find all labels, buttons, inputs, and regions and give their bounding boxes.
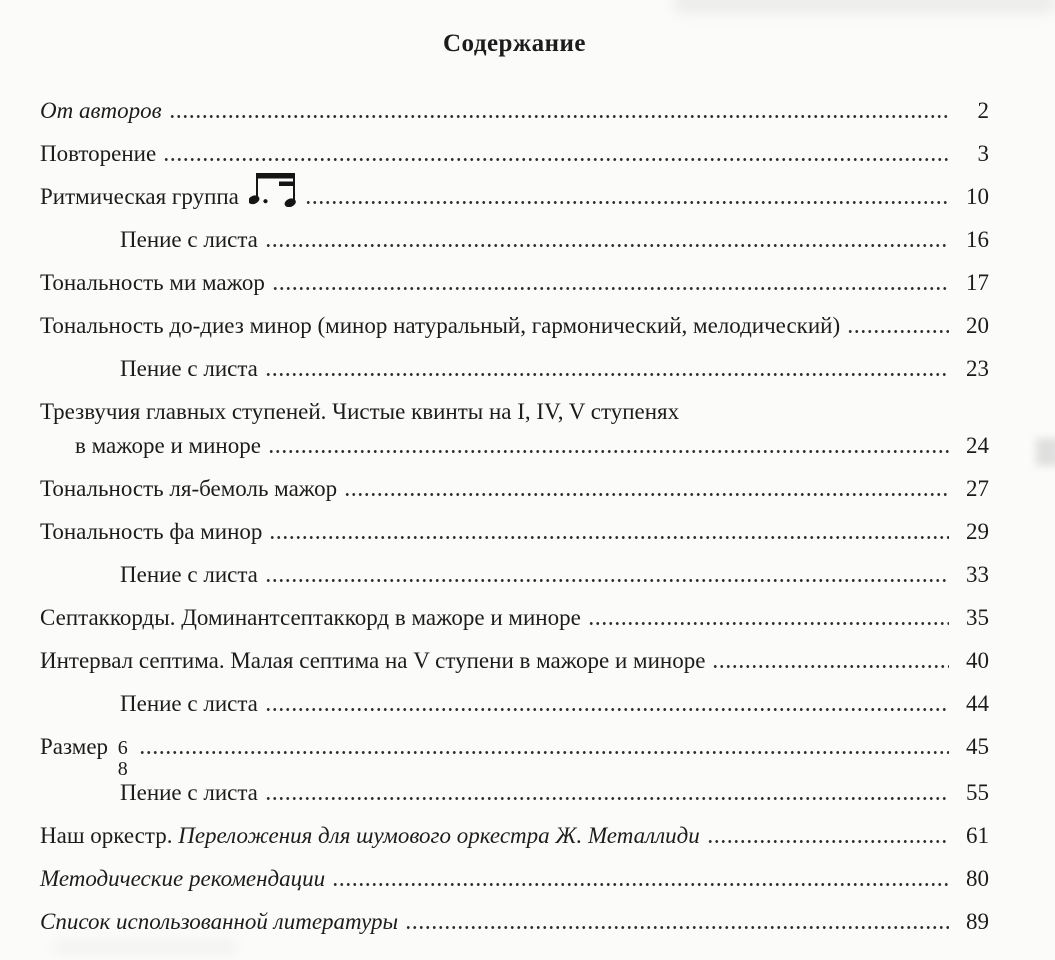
toc-entry bbox=[40, 399, 989, 424]
toc-entry bbox=[40, 823, 989, 848]
toc-entry-title: Пение с листа bbox=[120, 562, 258, 587]
leader-dots bbox=[268, 450, 949, 453]
leader-dots bbox=[588, 622, 949, 625]
toc-entry-title: Пение с листа bbox=[120, 691, 258, 716]
toc-entry-title: Наш оркестр. Переложения для шумового оркестра Ж. Металлиди bbox=[40, 823, 700, 848]
toc-entry-title: Септаккорды. Доминантсептаккорд в мажоре и миноре bbox=[40, 605, 581, 630]
leader-dots bbox=[139, 751, 949, 754]
toc-entry bbox=[40, 313, 989, 338]
page-number: 89 bbox=[966, 909, 989, 934]
leader-dots bbox=[344, 493, 949, 496]
toc-entry bbox=[40, 691, 989, 716]
toc-entry bbox=[40, 780, 989, 805]
toc-entry bbox=[40, 98, 989, 123]
toc-entry-title: Интервал септима. Малая септима на V ступени в мажоре и миноре bbox=[40, 648, 706, 673]
toc-entry-title: Тональность фа минор bbox=[40, 519, 263, 544]
leader-dots bbox=[163, 158, 949, 161]
leader-dots bbox=[272, 287, 949, 290]
toc-entry bbox=[40, 519, 989, 544]
leader-dots bbox=[265, 244, 949, 247]
toc-entry bbox=[40, 270, 989, 295]
toc-entry bbox=[40, 909, 989, 934]
toc-entry-title: Тональность ля-бемоль мажор bbox=[40, 476, 338, 501]
toc-entry bbox=[40, 141, 989, 166]
leader-dots bbox=[265, 373, 949, 376]
toc-entry-title: Размер 6 8 bbox=[40, 734, 128, 780]
leader-dots bbox=[405, 926, 949, 929]
page-number: 27 bbox=[966, 476, 989, 501]
toc-entry-title: От авторов bbox=[40, 98, 162, 123]
toc-entry-title: Методические рекомендации bbox=[40, 866, 326, 891]
leader-dots bbox=[265, 797, 949, 800]
toc-entry bbox=[40, 866, 989, 891]
leader-dots bbox=[265, 579, 949, 582]
toc-entry-title: Пение с листа bbox=[120, 780, 258, 805]
time-signature: 6 8 bbox=[117, 737, 128, 780]
toc-entry bbox=[40, 734, 989, 780]
scan-artifact bbox=[1036, 438, 1055, 466]
page-number: 20 bbox=[966, 313, 989, 338]
page-number: 23 bbox=[966, 356, 989, 381]
toc-entry bbox=[40, 184, 989, 209]
rhythm-group-note-icon bbox=[249, 173, 296, 207]
page-number: 16 bbox=[966, 227, 989, 252]
toc-entry bbox=[40, 562, 989, 587]
leader-dots bbox=[847, 330, 949, 333]
toc-entry-title: Тональность ми мажор bbox=[40, 270, 265, 295]
scan-artifact bbox=[675, 0, 1055, 12]
page-number: 10 bbox=[966, 184, 989, 209]
toc-entry-title: Повторение bbox=[40, 141, 157, 166]
scan-artifact bbox=[55, 940, 235, 954]
page-number: 61 bbox=[966, 823, 989, 848]
page-number: 40 bbox=[966, 648, 989, 673]
leader-dots bbox=[712, 665, 949, 668]
page-number: 24 bbox=[966, 433, 989, 458]
toc-entry-title: Пение с листа bbox=[120, 227, 258, 252]
leader-dots bbox=[265, 708, 949, 711]
toc-entry bbox=[40, 227, 989, 252]
page-number: 33 bbox=[966, 562, 989, 587]
toc-entry bbox=[40, 356, 989, 381]
toc-entry-title: Трезвучия главных ступеней. Чистые квинты на I, IV, V ступенях bbox=[40, 399, 680, 424]
page-number: 80 bbox=[966, 866, 989, 891]
leader-dots bbox=[305, 201, 949, 204]
page-number: 45 bbox=[966, 734, 989, 759]
toc-list bbox=[40, 98, 989, 934]
toc-entry bbox=[40, 433, 989, 458]
page-number: 17 bbox=[966, 270, 989, 295]
page-number: 29 bbox=[966, 519, 989, 544]
page-title: Содержание bbox=[442, 30, 586, 57]
toc-entry-title: Ритмическая группа bbox=[40, 184, 298, 209]
leader-dots bbox=[707, 840, 949, 843]
toc-entry-title: Пение с листа bbox=[120, 356, 258, 381]
leader-dots bbox=[169, 115, 949, 118]
leader-dots bbox=[269, 536, 949, 539]
toc-entry bbox=[40, 648, 989, 673]
page-number: 44 bbox=[966, 691, 989, 716]
page-number: 3 bbox=[977, 141, 989, 166]
toc-entry bbox=[40, 476, 989, 501]
toc-entry bbox=[40, 605, 989, 630]
page-number: 2 bbox=[977, 98, 989, 123]
page-number: 55 bbox=[966, 780, 989, 805]
toc-entry-title: в мажоре и миноре bbox=[75, 433, 261, 458]
leader-dots bbox=[332, 883, 949, 886]
toc-entry-title: Список использованной литературы bbox=[40, 909, 399, 934]
toc-entry-title: Тональность до-диез минор (минор натуральный, гармонический, мелодический) bbox=[40, 313, 841, 338]
page-number: 35 bbox=[966, 605, 989, 630]
